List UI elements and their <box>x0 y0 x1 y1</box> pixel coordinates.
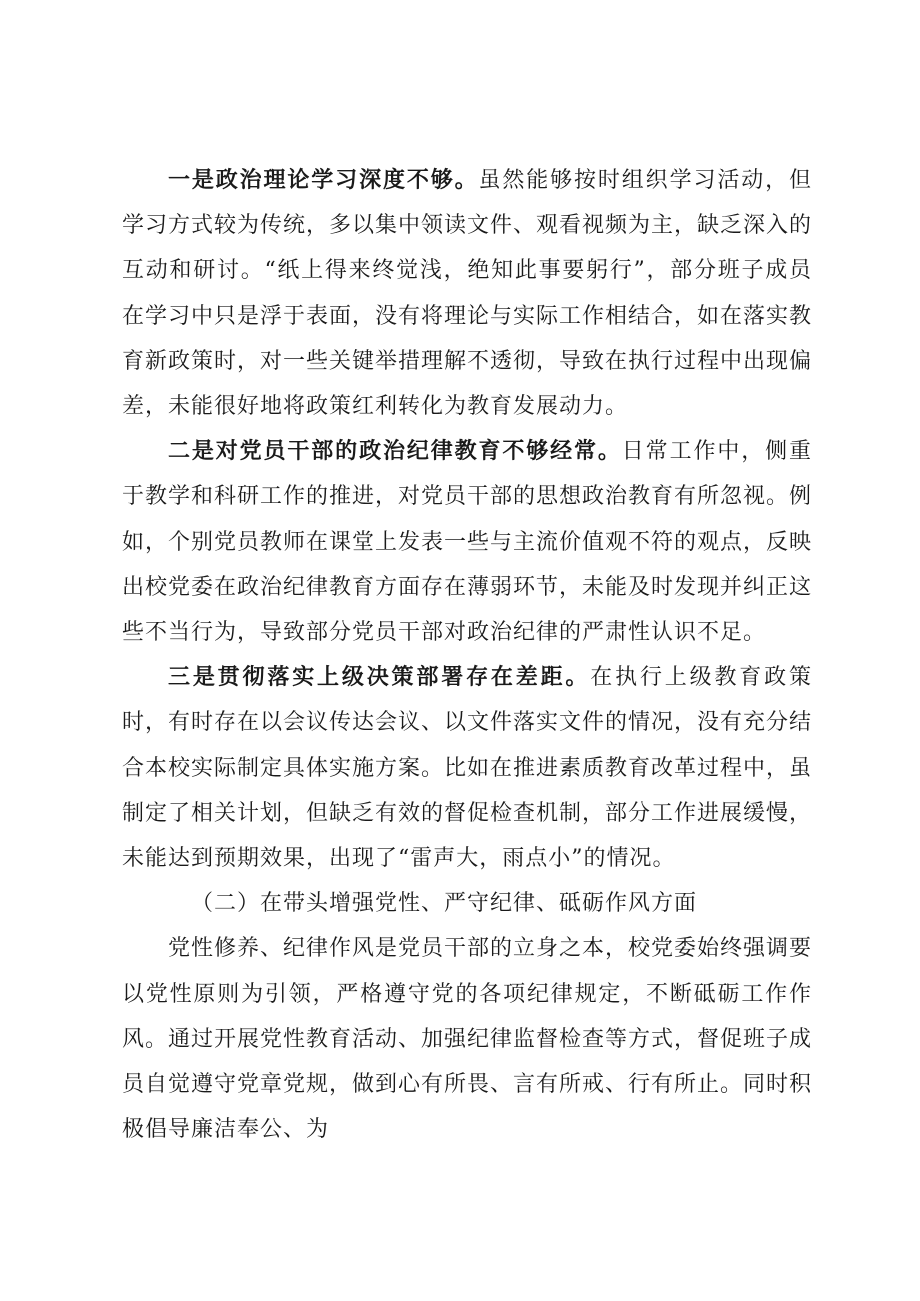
paragraph-text: 在执行上级教育政策时，有时存在以会议传达会议、以文件落实文件的情况，没有充分结合本校实际制定具体实施方案。比如在推进素质教育改革过程中，虽制定了相关计划，但缺乏有效的督促检查机制，部分工作进展缓慢，未能达到预期效果，出现了“雷声大，雨点小”的情况。 <box>122 665 813 872</box>
paragraph-party-spirit: 党性修养、纪律作风是党员干部的立身之本，校党委始终强调要以党性原则为引领，严格遵守党的各项纪律规定，不断砥砺工作作风。通过开展党性教育活动、加强纪律监督检查等方式，督促班子成员自觉遵守党章党规，做到心有所畏、言有所戒、行有所止。同时积极倡导廉洁奉公、为 <box>122 936 813 1143</box>
paragraph-political-theory <box>122 158 812 429</box>
paragraph-lead: 三是贯彻落实上级决策部署存在差距。 <box>168 664 591 691</box>
paragraph-lead: 一是政治理论学习深度不够。 <box>168 167 479 193</box>
paragraph-lead: 二是对党员干部的政治纪律教育不够经常。 <box>168 438 622 465</box>
paragraph-text: 日常工作中，侧重于教学和科研工作的推进，对党员干部的思想政治教育有所忽视。例如，个别党员教师在课堂上发表一些与主流价值观不符的观点，反映出校党委在政治纪律教育方面存在薄弱环节，未能及时发现并纠正这些不当行为，导致部分党员干部对政治纪律的严肃性认识不足。 <box>122 439 813 646</box>
document-body <box>122 158 812 1152</box>
section-heading: （二）在带头增强党性、严守纪律、砥砺作风方面 <box>191 891 698 917</box>
paragraph-discipline-education <box>122 429 812 655</box>
paragraph-implementation-gap <box>122 655 812 881</box>
paragraph-text: 虽然能够按时组织学习活动，但学习方式较为传统，多以集中领读文件、观看视频为主，缺乏深入的互动和研讨。“纸上得来终觉浅，绝知此事要躬行”，部分班子成员在学习中只是浮于表面，没有将理论与实际工作相结合，如在落实教育新政策时，对一些关键举措理解不透彻，导致在执行过程中出现偏差，未能很好地将政策红利转化为教育发展动力。 <box>122 168 813 420</box>
